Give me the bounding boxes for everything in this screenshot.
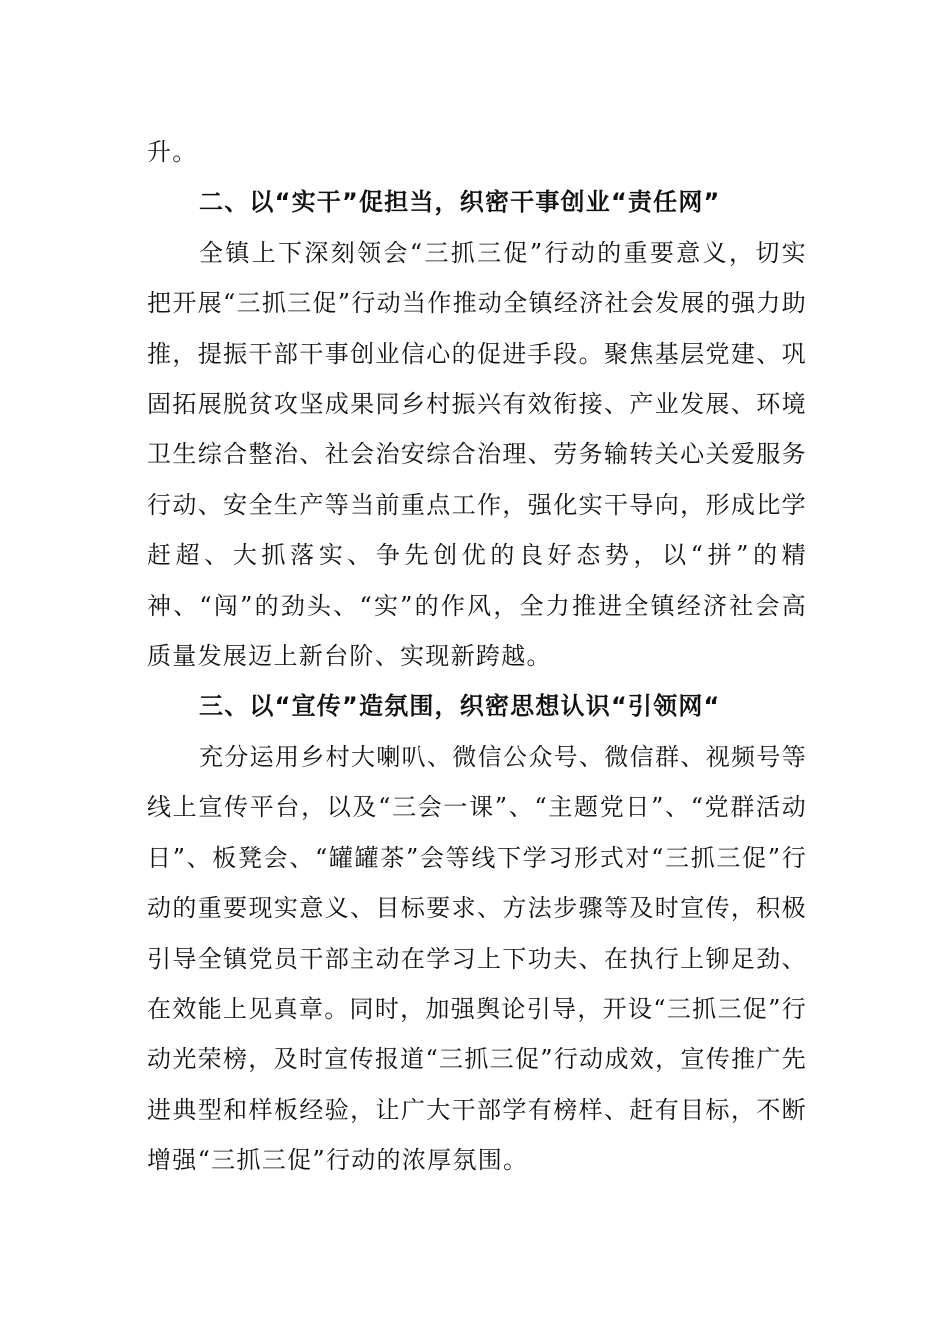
paragraph-section-3: 充分运用乡村大喇叭、微信公众号、微信群、视频号等线上宣传平台，以及“三会一课”、“主题党日”、“党群活动日”、板凳会、“罐罐茶”会等线下学习形式对“三抓三促”行动的重要现实意义、目标要求、方法步骤等及时宣传，积极引导全镇党员干部主动在学习上下功夫、在执行上铆足劲、在效能上见真章。同时，加强舆论引导，开设“三抓三促”行动光荣榜，及时宣传报道“三抓三促”行动成效，宣传推广先进典型和样板经验，让广大干部学有榜样、赶有目标，不断增强“三抓三促”行动的浓厚氛围。 bbox=[147, 742, 807, 1175]
document-body bbox=[147, 127, 807, 1186]
paragraph-continuation: 升。 bbox=[147, 138, 198, 166]
paragraph-section-2: 全镇上下深刻领会“三抓三促”行动的重要意义，切实把开展“三抓三促”行动当作推动全镇经济社会发展的强力助推，提振干部干事创业信心的促进手段。聚焦基层党建、巩固拓展脱贫攻坚成果同乡村振兴有效衔接、产业发展、环境卫生综合整治、社会治安综合治理、劳务输转关心关爱服务行动、安全生产等当前重点工作，强化实干导向，形成比学赶超、大抓落实、争先创优的良好态势，以“拼”的精神、“闯”的劲头、“实”的作风，全力推进全镇经济社会高质量发展迈上新台阶、实现新跨越。 bbox=[147, 238, 807, 671]
section-heading-2: 二、以“实干”促担当，织密干事创业“责任网” bbox=[199, 188, 721, 217]
section-heading-3: 三、以“宣传”造氛围，织密思想认识“引领网“ bbox=[199, 692, 721, 721]
